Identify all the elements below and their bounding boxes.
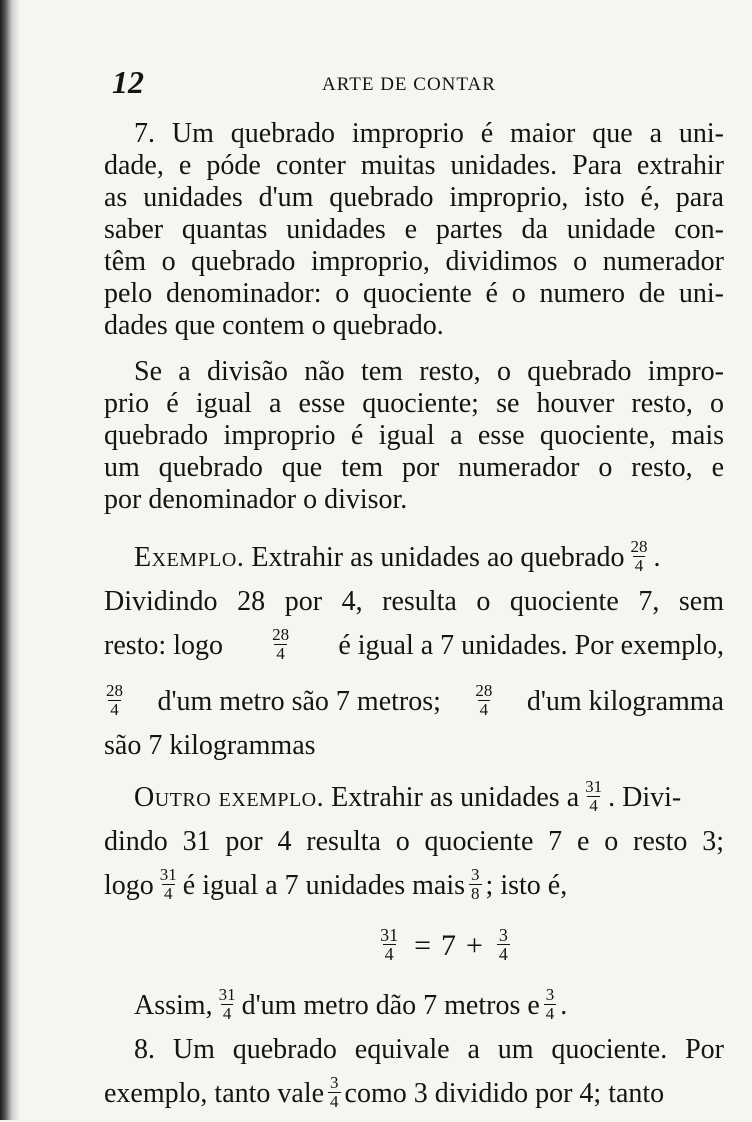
fraction-31-4 xyxy=(583,778,604,815)
text-segment: . Divi- xyxy=(608,782,682,813)
page-number: 12 xyxy=(112,64,144,100)
numerator: 3 xyxy=(545,984,555,1004)
text-segment: como 3 dividido por 4; tanto xyxy=(344,1078,665,1109)
numerator: 31 xyxy=(380,924,399,945)
numerator: 28 xyxy=(106,680,123,700)
numerator: 3 xyxy=(471,864,480,884)
text-segment: logo xyxy=(104,870,154,901)
denominator: 4 xyxy=(589,795,598,815)
text-line: são 7 kilogrammas xyxy=(104,730,316,761)
text-line: 8. Um quebrado equivale a um quociente. Por xyxy=(134,1034,724,1065)
example-2-line-1 xyxy=(104,770,724,826)
text-line: saber quantas unidades e partes da unidade con- xyxy=(104,214,724,245)
numerator: 28 xyxy=(272,624,290,644)
example-2 xyxy=(104,770,724,1034)
text-line: 7. Um quebrado improprio é maior que a uni- xyxy=(134,118,724,149)
numerator: 3 xyxy=(330,1072,339,1092)
text-line: dade, e póde conter muitas unidades. Para extrahir xyxy=(104,150,724,181)
denominator: 4 xyxy=(110,699,119,719)
text-segment: exemplo, tanto vale xyxy=(104,1078,325,1109)
text-line: dindo 31 por 4 resulta o quociente 7 e o resto 3; xyxy=(104,826,724,857)
fraction-31-4 xyxy=(217,986,238,1023)
whole-number: 7 xyxy=(441,929,456,962)
text-segment: d'um metro dão 7 metros e xyxy=(241,990,540,1021)
text-segment: é igual a 7 unidades mais xyxy=(182,870,466,901)
fraction-3-4 xyxy=(328,1074,341,1111)
text-segment: resto: logo xyxy=(104,630,223,661)
example-label: Outro exemplo. xyxy=(134,782,325,813)
numerator: 31 xyxy=(218,984,236,1004)
denominator: 4 xyxy=(498,943,508,964)
text-line: pelo denominador: o quociente é o numero de uni- xyxy=(104,278,724,309)
punctuation: . xyxy=(560,990,568,1021)
equation xyxy=(104,914,724,978)
example-1 xyxy=(104,530,724,762)
numerator: 31 xyxy=(585,776,603,796)
numerator: 3 xyxy=(498,924,508,945)
text-line: por denominador o divisor. xyxy=(104,484,408,515)
denominator: 4 xyxy=(545,1003,555,1023)
section-8-paragraph xyxy=(104,1034,724,1122)
punctuation: . xyxy=(653,542,661,573)
text-segment: ; isto é, xyxy=(485,870,568,901)
numerator: 31 xyxy=(159,864,177,884)
running-title: ARTE DE CONTAR xyxy=(322,74,496,95)
fraction-3-4 xyxy=(497,926,510,963)
plus-sign: + xyxy=(466,929,483,962)
text-segment: d'um kilogramma xyxy=(526,686,724,717)
fraction-31-4 xyxy=(158,866,179,903)
example-1-line-4 xyxy=(104,674,724,730)
example-1-line-3 xyxy=(104,618,724,674)
text-line: um quebrado que tem por numerador o resto, e xyxy=(104,452,724,483)
fraction-28-4 xyxy=(104,682,125,719)
text-line: as unidades d'um quebrado improprio, isto é, para xyxy=(104,182,724,213)
denominator: 4 xyxy=(276,643,285,663)
text-segment: é igual a 7 unidades. Por exemplo, xyxy=(338,630,724,661)
text-line: dades que contem o quebrado. xyxy=(104,310,444,341)
denominator: 8 xyxy=(471,883,480,903)
example-2-line-3 xyxy=(104,858,724,914)
section-8-line-2 xyxy=(104,1066,724,1122)
text-line: Dividindo 28 por 4, resulta o quociente 7, sem xyxy=(104,586,724,617)
fraction-28-4 xyxy=(270,626,291,663)
page-body xyxy=(104,118,724,1122)
example-text: Extrahir as unidades a xyxy=(331,782,580,813)
example-text: Extrahir as unidades ao quebrado xyxy=(251,542,625,573)
denominator: 4 xyxy=(479,699,489,719)
fraction-28-4 xyxy=(629,538,650,575)
fraction-3-8 xyxy=(469,866,482,903)
equals-sign: = xyxy=(414,929,431,962)
page-edge-shadow xyxy=(0,0,20,1120)
section-7-paragraph xyxy=(104,118,724,342)
denominator: 4 xyxy=(330,1091,339,1111)
example-1-line-1 xyxy=(104,530,724,586)
fraction-28-4 xyxy=(473,682,494,719)
text-line: Se a divisão não tem resto, o quebrado impro- xyxy=(134,356,724,387)
text-segment: Assim, xyxy=(134,990,213,1021)
assim-line xyxy=(104,978,724,1034)
fraction-3-4 xyxy=(544,986,557,1023)
fraction-31-4 xyxy=(378,926,400,963)
text-line: prio é igual a esse quociente; se houver resto, o xyxy=(104,388,724,419)
example-label: Exemplo. xyxy=(134,542,245,573)
denominator: 4 xyxy=(222,1003,232,1023)
remainder-paragraph xyxy=(104,356,724,516)
text-line: quebrado improprio é igual a esse quociente, mais xyxy=(104,420,724,451)
numerator: 28 xyxy=(630,536,648,556)
text-line: têm o quebrado improprio, dividimos o numerador xyxy=(104,246,724,277)
numerator: 28 xyxy=(475,680,493,700)
page-header xyxy=(112,64,532,104)
denominator: 4 xyxy=(634,555,644,575)
denominator: 4 xyxy=(164,883,173,903)
text-segment: d'um metro são 7 metros; xyxy=(157,686,441,717)
denominator: 4 xyxy=(384,943,394,964)
